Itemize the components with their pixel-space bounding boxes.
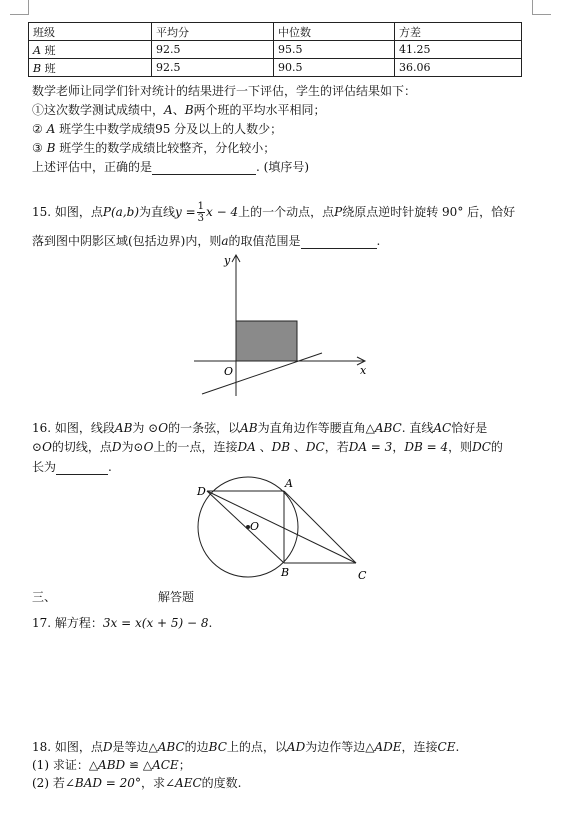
point-d-label: D <box>197 485 206 498</box>
answer-blank[interactable] <box>56 463 108 475</box>
point-a-label: A <box>285 477 293 490</box>
answer-blank[interactable] <box>301 237 377 249</box>
table-header-cell: 班级 <box>29 23 152 41</box>
figure-q16-circle <box>188 475 378 587</box>
q18-line-1: 18. 如图，点D是等边△ABC的边BC上的点，以AD为边作等边△ADE，连接CE. <box>32 740 460 754</box>
table-cell-variance: 41.25 <box>395 41 522 59</box>
page-corner-mark-left <box>10 0 29 15</box>
table-row <box>29 41 522 59</box>
table-cell-mean: 92.5 <box>152 59 274 77</box>
table-header-cell: 平均分 <box>152 23 274 41</box>
table-header-cell: 中位数 <box>274 23 395 41</box>
table-cell-median: 90.5 <box>274 59 395 77</box>
table-cell-median: 95.5 <box>274 41 395 59</box>
y-axis-label: y <box>224 254 231 267</box>
q18-part-2: (2) 若∠BAD = 20°，求∠AEC的度数. <box>32 776 242 790</box>
q17: 17. 解方程：3x = x(x + 5) − 8. <box>32 616 213 630</box>
fraction: $\frac{1}{3}$ <box>197 201 205 224</box>
q14-statement-1: ①这次数学测试成绩中，A、B两个班的平均水平相同； <box>32 103 326 117</box>
point-c-label: C <box>358 569 367 582</box>
q16-line-3: 长为 . <box>32 460 112 474</box>
table-header-row <box>29 23 522 41</box>
point-b-label: B <box>281 566 290 579</box>
section-3-number: 三、 <box>32 590 57 604</box>
table-header-cell: 方差 <box>395 23 522 41</box>
q14-statement-2: ② A 班学生中数学成绩95 分及以上的人数少； <box>32 122 283 136</box>
table-row <box>29 59 522 77</box>
q14-intro: 数学老师让同学们针对统计的结果进行一下评估，学生的评估结果如下： <box>32 84 417 98</box>
figure-q15-coordinate-plane <box>180 250 380 400</box>
q14-statement-3: ③ B 班学生的数学成绩比较整齐，分化较小； <box>32 141 276 155</box>
origin-label: O <box>224 365 234 378</box>
table-cell-class: A 班 <box>29 41 152 59</box>
q15-line-1: 15. 如图，点P(a,b)为直线y = $\frac{1}{3}$ x − 4上的一个动点，点P绕原点逆时针旋转 90° 后，恰好 <box>32 201 516 224</box>
point-o-label: O <box>250 520 260 533</box>
q16-line-2: ⊙O的切线，点D为⊙O上的一点，连接DA 、DB 、DC，若DA = 3，DB = 4，则DC的 <box>32 440 503 454</box>
table-cell-mean: 92.5 <box>152 41 274 59</box>
q14-conclusion: 上述评估中，正确的是 . (填序号) <box>32 160 310 174</box>
stats-table <box>28 22 522 77</box>
q18-part-1: (1) 求证：△ABD ≌ △ACE； <box>32 758 191 772</box>
section-3-title: 解答题 <box>158 590 195 604</box>
page-corner-mark-right <box>532 0 551 15</box>
shaded-rectangle <box>236 321 297 361</box>
answer-blank[interactable] <box>152 163 256 175</box>
segment-ac <box>284 491 356 563</box>
table-cell-class: B 班 <box>29 59 152 77</box>
q16-line-1: 16. 如图，线段AB为 ⊙O的一条弦，以AB为直角边作等腰直角△ABC. 直线AC恰好是 <box>32 421 488 435</box>
x-axis-label: x <box>360 364 367 377</box>
segment-db <box>207 491 284 563</box>
segment-dc <box>207 491 356 563</box>
q15-line-2: 落到图中阴影区域(包括边界)内，则a的取值范围是 . <box>32 234 381 248</box>
table-cell-variance: 36.06 <box>395 59 522 77</box>
